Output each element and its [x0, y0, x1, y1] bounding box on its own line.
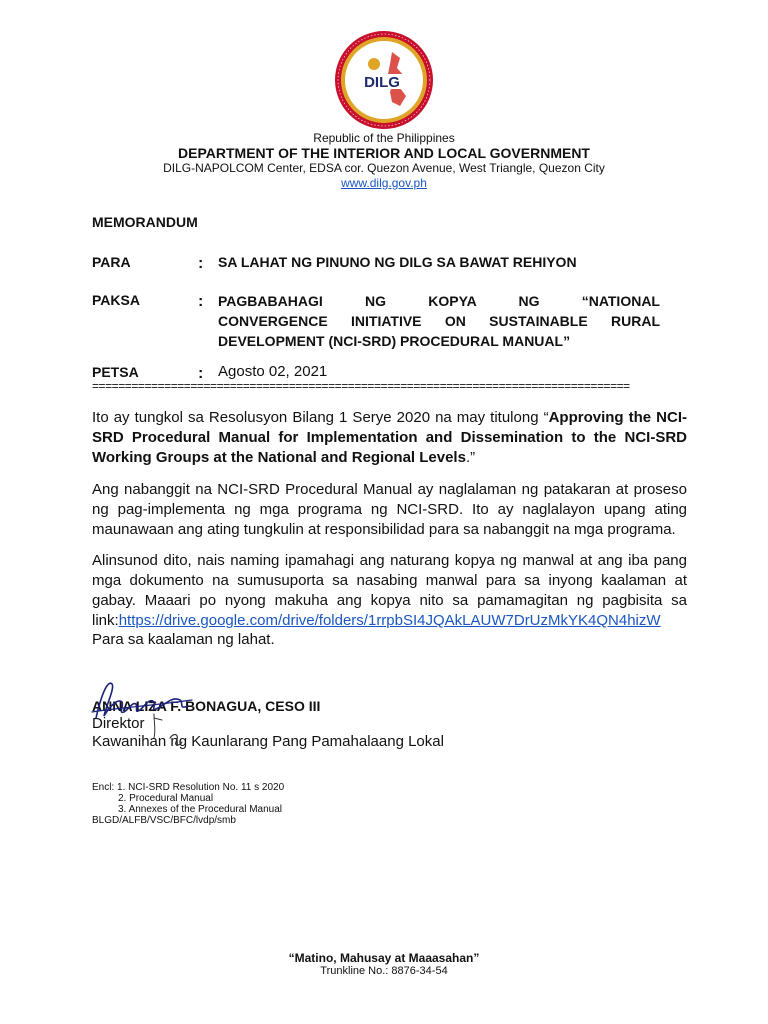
paksa-value [218, 291, 660, 351]
paksa-label: PAKSA [92, 292, 140, 308]
dilg-seal-logo [334, 30, 434, 130]
resolution-title: Approving the NCI-SRD Procedural Manual for Implementation and Dissemination to the NCI-SRD Working Groups at the National and Regional Levels [92, 409, 687, 466]
footer-motto: “Matino, Mahusay at Maaasahan” [288, 951, 480, 965]
department-name: DEPARTMENT OF THE INTERIOR AND LOCAL GOVERNMENT [178, 145, 590, 161]
enclosure-1: Encl: 1. NCI-SRD Resolution No. 11 s 2020 [92, 782, 285, 793]
footer-trunkline: Trunkline No.: 8876-34-54 [320, 965, 448, 977]
paragraph-3: Alinsunod dito, nais naming ipamahagi ang naturang kopya ng manwal at ang iba pang mga dokumento na sumusuporta sa nasabing manwal para sa inyong kaalaman at gabay. Maaari po nyong makuha ang kopya nito sa pamamagitan ng pagbisita sa link:https://drive.google.com/drive/folders/1rrpbSI4JQAkLAUW7DrUzMkYK4QN4hizW [92, 552, 687, 629]
seal-abbr: DILG [364, 74, 400, 91]
website-link[interactable]: www.dilg.gov.ph [341, 176, 427, 190]
petsa-colon: : [198, 365, 204, 382]
paragraph-1: Ito ay tungkol sa Resolusyon Bilang 1 Serye 2020 na may titulong “Approving the NCI-SRD Procedural Manual for Implementation and Dissemination to the NCI-SRD Working Groups at the National and Regional Levels.” [92, 409, 687, 466]
petsa-value: Agosto 02, 2021 [218, 363, 328, 380]
reference-initials: BLGD/ALFB/VSC/BFC/lvdp/smb [92, 815, 236, 826]
paksa-line-3: DEVELOPMENT (NCI-SRD) PROCEDURAL MANUAL” [218, 333, 571, 349]
signatory-title: Direktor [92, 715, 145, 732]
paragraph-2: Ang nabanggit na NCI-SRD Procedural Manual ay naglalaman ng patakaran at proseso ng pag-implementa ng mga programa ng NCI-SRD. Ito ay naglalayon upang ating maunawaan ang ating tungkulin at responsibilidad para sa nabanggit na mga programa. [92, 481, 687, 538]
para-value: SA LAHAT NG PINUNO NG DILG SA BAWAT REHIYON [218, 254, 577, 270]
para-label: PARA [92, 254, 131, 270]
memo-type: MEMORANDUM [92, 214, 198, 230]
enclosure-2: 2. Procedural Manual [118, 793, 214, 804]
drive-folder-link[interactable]: https://drive.google.com/drive/folders/1rrpbSI4JQAkLAUW7DrUzMkYK4QN4hizW [118, 612, 661, 629]
department-address: DILG-NAPOLCOM Center, EDSA cor. Quezon Avenue, West Triangle, Quezon City [163, 161, 605, 175]
petsa-label: PETSA [92, 364, 139, 380]
handwritten-signature [88, 672, 200, 752]
enclosure-3: 3. Annexes of the Procedural Manual [118, 804, 282, 815]
paksa-line-2: CONVERGENCE INITIATIVE ON SUSTAINABLE RURAL [218, 313, 660, 329]
paragraph-4: Para sa kaalaman ng lahat. [92, 631, 275, 648]
paksa-line-1: PAGBABAHAGI NG KOPYA NG “NATIONAL [218, 293, 660, 309]
separator-line: ================================================================================== [92, 379, 630, 393]
signatory-name: ANNA LIZA F. BONAGUA, CESO III [92, 698, 321, 714]
paksa-colon: : [198, 293, 204, 310]
republic-label: Republic of the Philippines [313, 131, 455, 145]
para-colon: : [198, 255, 204, 272]
signatory-office: Kawanihan ng Kaunlarang Pang Pamahalaang Lokal [92, 733, 444, 750]
